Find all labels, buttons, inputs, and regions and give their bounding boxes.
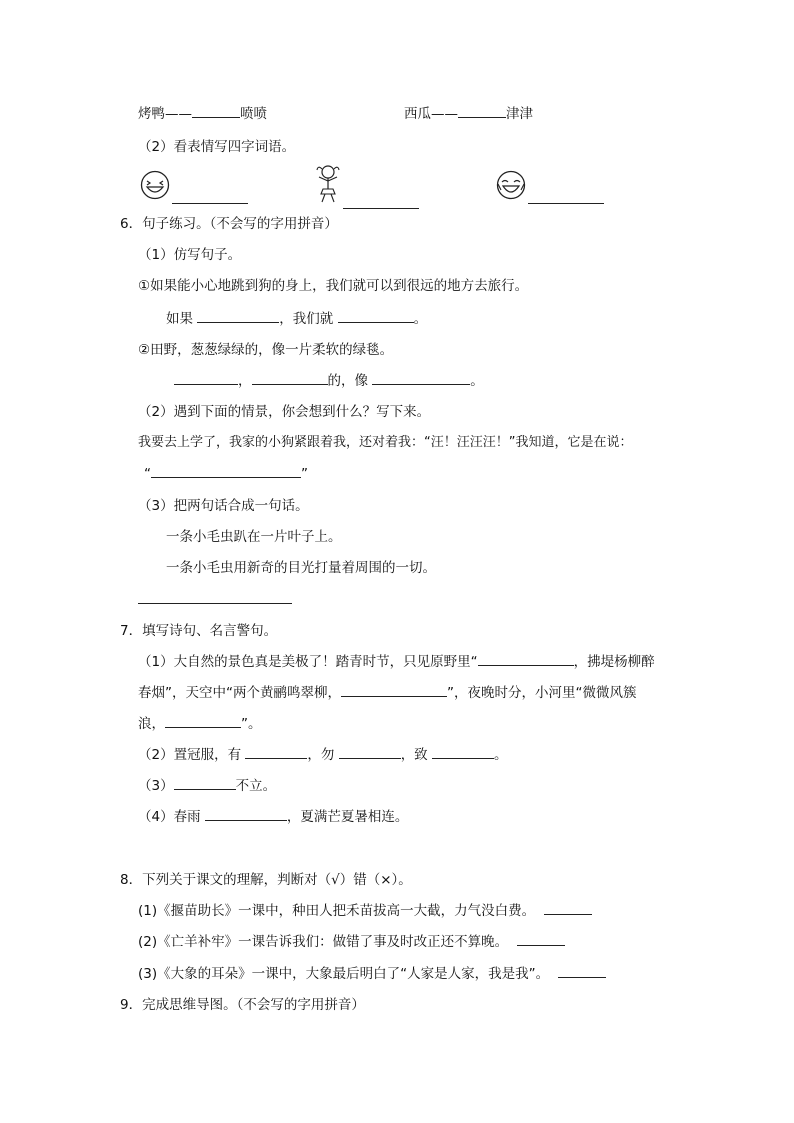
answer-blank[interactable] bbox=[528, 191, 604, 204]
text: （3） bbox=[138, 778, 174, 794]
text: ，夏满芒夏暑相连。 bbox=[286, 809, 409, 825]
q7-line3 bbox=[138, 777, 276, 795]
text: ，我们就 bbox=[279, 311, 334, 327]
q8-item-1 bbox=[138, 902, 592, 920]
q7-line4 bbox=[138, 808, 408, 826]
q6-imitate-line1 bbox=[166, 310, 427, 328]
text: (3)《大象的耳朵》一课中，大象最后明白了“人家是人家，我是我”。 bbox=[138, 966, 550, 982]
q6-sub3: （3）把两句话合成一句话。 bbox=[138, 498, 309, 514]
answer-blank[interactable] bbox=[172, 191, 248, 204]
q6-title: 6．句子练习。（不会写的字用拼音） bbox=[120, 216, 338, 232]
text: ”，夜晚时分，小河里“微微风簇 bbox=[447, 685, 637, 701]
fill-suffix: 津津 bbox=[506, 106, 533, 122]
q6-quote-line bbox=[144, 465, 308, 483]
text: 。 bbox=[470, 373, 484, 389]
answer-blank[interactable] bbox=[174, 777, 236, 790]
answer-blank[interactable] bbox=[138, 591, 292, 604]
q7-para-line3 bbox=[138, 715, 262, 733]
answer-blank[interactable] bbox=[544, 902, 592, 915]
q6-combine-2: 一条小毛虫用新奇的目光打量着周围的一切。 bbox=[166, 560, 436, 576]
text: 浪， bbox=[138, 716, 165, 732]
text: ”。 bbox=[241, 716, 262, 732]
laughing-face-icon bbox=[138, 170, 172, 200]
answer-blank[interactable] bbox=[245, 746, 307, 759]
q7-para-line1 bbox=[138, 653, 655, 671]
answer-blank[interactable] bbox=[205, 808, 287, 821]
text: 春烟”，天空中“两个黄鹂鸣翠柳， bbox=[138, 685, 341, 701]
text: （1）大自然的景色真是美极了！踏青时节，只见原野里“ bbox=[138, 654, 478, 670]
text: 的，像 bbox=[327, 373, 368, 389]
text: （2）置冠服，有 bbox=[138, 747, 242, 763]
text: (1)《揠苗助长》一课中，种田人把禾苗拔高一大截，力气没白费。 bbox=[138, 903, 536, 919]
answer-blank[interactable] bbox=[372, 372, 470, 385]
jumping-girl-icon bbox=[314, 163, 342, 205]
text: (2)《亡羊补牢》一课告诉我们：做错了事及时改正还不算晚。 bbox=[138, 934, 509, 950]
text: 。 bbox=[493, 747, 508, 763]
text: 如果 bbox=[166, 311, 193, 327]
q7-line2 bbox=[138, 746, 507, 764]
text: ，致 bbox=[400, 747, 428, 763]
fill-prefix: 西瓜—— bbox=[404, 106, 458, 122]
answer-blank[interactable] bbox=[458, 105, 506, 118]
q6-imitate-line2 bbox=[174, 372, 484, 390]
q6-sentence1: ①如果能小心地跳到狗的身上，我们就可以到很远的地方去旅行。 bbox=[138, 278, 529, 294]
fill-item-roast-duck bbox=[138, 105, 267, 123]
answer-blank[interactable] bbox=[252, 372, 328, 385]
answer-blank[interactable] bbox=[558, 965, 606, 978]
answer-blank[interactable] bbox=[174, 372, 238, 385]
answer-blank[interactable] bbox=[151, 465, 301, 478]
q8-item-2 bbox=[138, 933, 565, 951]
text: “ bbox=[144, 466, 151, 482]
answer-blank[interactable] bbox=[517, 933, 565, 946]
q6-sub1: （1）仿写句子。 bbox=[138, 247, 242, 263]
q6-scene: 我要去上学了，我家的小狗紧跟着我，还对着我：“汪！汪汪汪！”我知道，它是在说： bbox=[138, 435, 633, 450]
answer-blank[interactable] bbox=[432, 746, 494, 759]
answer-blank[interactable] bbox=[192, 105, 240, 118]
q7-para-line2 bbox=[138, 684, 637, 702]
text: ，勿 bbox=[307, 747, 335, 763]
text: ” bbox=[301, 466, 308, 482]
crying-laughing-face-icon bbox=[494, 170, 528, 200]
q6-sentence2: ②田野，葱葱绿绿的，像一片柔软的绿毯。 bbox=[138, 342, 394, 358]
q5-sub2-label: （2）看表情写四字词语。 bbox=[138, 139, 296, 155]
fill-item-watermelon bbox=[404, 105, 533, 123]
answer-blank[interactable] bbox=[341, 684, 447, 697]
q8-item-3 bbox=[138, 965, 606, 983]
q6-combine-1: 一条小毛虫趴在一片叶子上。 bbox=[166, 529, 342, 545]
q8-title: 8．下列关于课文的理解，判断对（√）错（×）。 bbox=[120, 872, 412, 888]
q7-title: 7．填写诗句、名言警句。 bbox=[120, 623, 278, 639]
text: （4）春雨 bbox=[138, 809, 201, 825]
q6-sub2: （2）遇到下面的情景，你会想到什么？写下来。 bbox=[138, 404, 431, 420]
answer-blank[interactable] bbox=[339, 746, 401, 759]
fill-suffix: 喷喷 bbox=[240, 106, 267, 122]
text: 。 bbox=[413, 311, 428, 327]
answer-blank[interactable] bbox=[338, 310, 414, 323]
text: ，拂堤杨柳醉 bbox=[573, 654, 655, 670]
text: ， bbox=[238, 373, 252, 389]
text: 不立。 bbox=[235, 778, 277, 794]
answer-blank[interactable] bbox=[343, 196, 419, 209]
answer-blank[interactable] bbox=[197, 310, 279, 323]
answer-blank[interactable] bbox=[165, 715, 241, 728]
fill-prefix: 烤鸭—— bbox=[138, 106, 192, 122]
q9-title: 9．完成思维导图。（不会写的字用拼音） bbox=[120, 997, 365, 1013]
answer-blank[interactable] bbox=[478, 653, 574, 666]
